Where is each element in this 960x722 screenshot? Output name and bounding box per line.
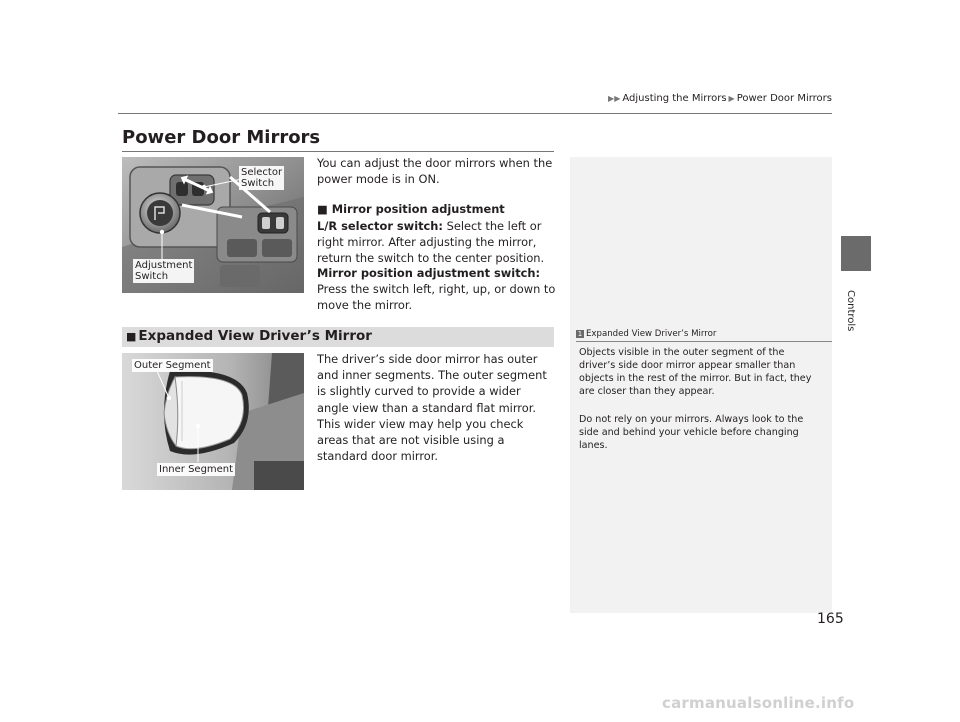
watermark: carmanualsonline.info <box>662 694 855 712</box>
title-divider <box>122 151 554 152</box>
mirror-adjust-text: Press the switch left, right, up, or down to move the mirror. <box>317 282 556 313</box>
outer-segment-label: Outer Segment <box>134 360 211 371</box>
mirror-adjust-term: Mirror position adjustment switch: <box>317 266 541 280</box>
inner-segment-label: Inner Segment <box>159 464 234 475</box>
page-title: Power Door Mirrors <box>122 127 321 148</box>
section-tab-label[interactable]: Controls <box>845 290 856 332</box>
breadcrumb <box>606 93 832 104</box>
mirror-position-heading <box>317 202 505 216</box>
triangle-right-icon: ▶▶ <box>608 94 621 103</box>
breadcrumb-item-1[interactable]: Adjusting the Mirrors <box>622 93 727 104</box>
section-heading-text: Expanded View Driver’s Mirror <box>138 328 372 344</box>
breadcrumb-item-2[interactable]: Power Door Mirrors <box>736 93 832 104</box>
selector-label-line-2: Switch <box>241 178 275 189</box>
triangle-right-icon: ▶ <box>728 94 735 103</box>
note-paragraph-1: Objects visible in the outer segment of the driver’s side door mirror appear smaller than objects in the rest of the mirror. But in fact, they are closer than they appear. <box>579 347 812 397</box>
adjust-label-line-2: Switch <box>135 271 169 282</box>
square-bullet-icon: ■ <box>126 330 137 343</box>
note-heading <box>576 329 832 339</box>
note-reference-badge: 1 <box>577 330 583 338</box>
expanded-view-paragraph: The driver’s side door mirror has outer and inner segments. The outer segment is slightly curved to provide a wider angle view than a standard flat mirror. This wider view may help you check areas that are not visible using a standard door mirror. <box>317 352 547 464</box>
page-number: 165 <box>817 611 844 627</box>
section-heading <box>126 328 372 344</box>
header-divider <box>118 113 832 114</box>
note-divider <box>576 341 832 342</box>
mirror-position-heading-text: Mirror position adjustment <box>331 202 505 216</box>
intro-paragraph: You can adjust the door mirrors when the power mode is in ON. <box>317 156 553 187</box>
note-heading-text: Expanded View Driver’s Mirror <box>586 329 717 339</box>
square-bullet-icon: ■ <box>317 202 328 216</box>
mirror-adjust-paragraph <box>317 265 557 314</box>
section-tab-marker <box>841 236 871 271</box>
adjustment-switch-label <box>133 259 194 283</box>
lr-selector-text: Select the left or right mirror. After adjusting the mirror, return the switch to the center position. <box>317 219 545 266</box>
selector-label-line-1: Selector <box>241 167 283 178</box>
adjust-label-line-1: Adjustment <box>135 260 193 271</box>
note-paragraph-2: Do not rely on your mirrors. Always look to the side and behind your vehicle before changing lanes. <box>579 414 804 451</box>
lr-selector-term: L/R selector switch: <box>317 219 443 233</box>
lr-selector-paragraph <box>317 218 557 267</box>
selector-switch-label <box>239 166 284 190</box>
